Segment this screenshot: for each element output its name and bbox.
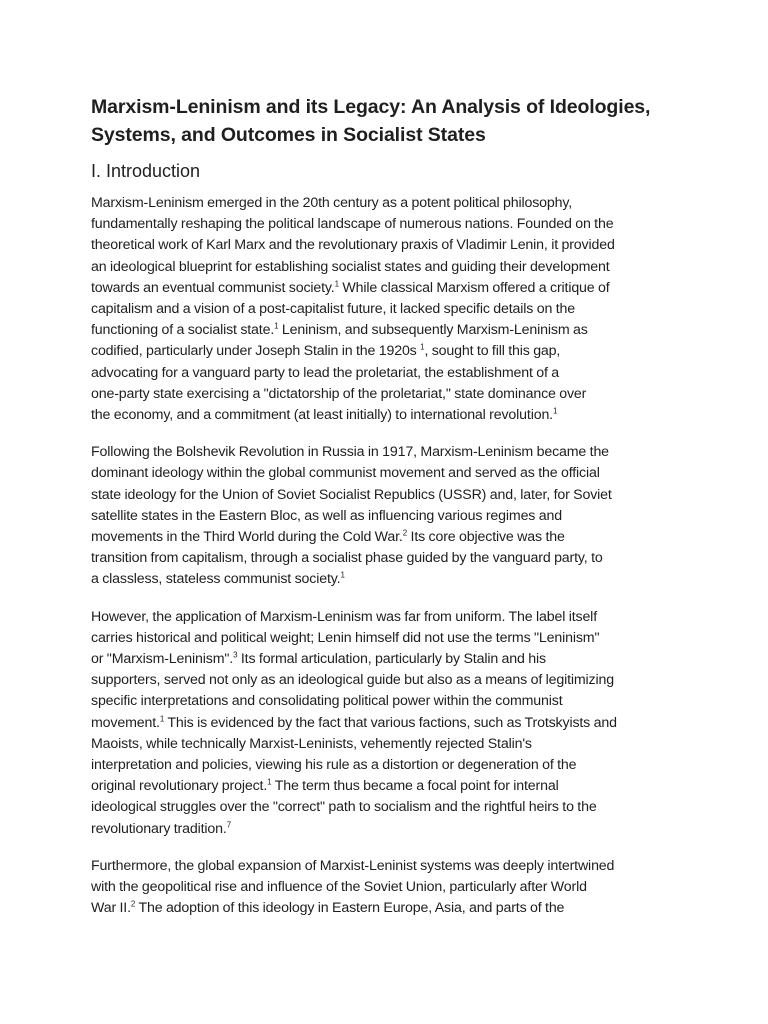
- footnote-ref[interactable]: 1: [159, 713, 165, 723]
- text-segment: with the geopolitical rise and influence of the Soviet Union, particularly after World: [91, 879, 587, 896]
- text-line: [91, 856, 691, 877]
- section-heading-introduction: I. Introduction: [91, 161, 201, 181]
- text-line: [91, 691, 691, 712]
- text-segment: dominant ideology within the global communist movement and served as the official: [91, 465, 600, 482]
- document-page: [91, 93, 691, 936]
- text-segment: movement.: [91, 714, 160, 731]
- paragraph-4: [91, 856, 691, 920]
- text-segment: Furthermore, the global expansion of Marxist-Leninist systems was deeply intertwined: [91, 857, 615, 874]
- text-segment: The term thus became a focal point for internal: [271, 778, 559, 795]
- text-line: [91, 819, 691, 840]
- document-title: [91, 93, 691, 149]
- text-segment: The adoption of this ideology in Eastern Europe, Asia, and parts of the: [135, 900, 565, 917]
- text-line: [91, 628, 691, 649]
- text-line: [91, 797, 691, 818]
- text-line: [91, 734, 691, 755]
- footnote-ref[interactable]: 3: [233, 650, 238, 660]
- text-line: [91, 405, 691, 426]
- paragraph-3: [91, 607, 691, 840]
- text-segment: This is evidenced by the fact that various factions, such as Trotskyists and: [164, 714, 617, 731]
- text-line: [91, 713, 691, 734]
- document-title-line-2: Systems, and Outcomes in Socialist States: [91, 124, 486, 146]
- text-line: [91, 607, 691, 628]
- text-line: [91, 898, 691, 919]
- text-segment: an ideological blueprint for establishing socialist states and guiding their development: [91, 258, 610, 275]
- text-line: [91, 442, 691, 463]
- text-line: [91, 257, 691, 278]
- text-segment: Marxism-Leninism emerged in the 20th century as a potent political philosophy,: [91, 195, 573, 211]
- text-segment: movements in the Third World during the Cold War.: [91, 529, 403, 546]
- text-segment: fundamentally reshaping the political landscape of numerous nations. Founded on the: [91, 216, 614, 233]
- text-segment: However, the application of Marxism-Leninism was far from uniform. The label itself: [91, 608, 597, 625]
- text-segment: specific interpretations and consolidating political power within the communist: [91, 693, 563, 710]
- footnote-ref[interactable]: 1: [274, 321, 279, 331]
- text-line: [91, 649, 691, 670]
- text-line: [91, 363, 691, 384]
- text-line: [91, 485, 691, 506]
- text-line: [91, 670, 691, 691]
- footnote-ref[interactable]: 1: [334, 279, 339, 289]
- text-segment: a classless, stateless communist society.: [91, 571, 341, 588]
- text-line: [91, 548, 691, 569]
- text-line: [91, 877, 691, 898]
- text-segment: Leninism, and subsequently Marxism-Leninism as: [278, 322, 588, 339]
- text-segment: or "Marxism-Leninism".: [91, 651, 234, 668]
- text-segment: advocating for a vanguard party to lead the proletariat, the establishment of a: [91, 364, 560, 381]
- text-segment: satellite states in the Eastern Bloc, as well as influencing various regimes and: [91, 507, 562, 524]
- text-line: [91, 776, 691, 797]
- footnote-ref[interactable]: 1: [340, 570, 345, 580]
- text-segment: ideological struggles over the "correct" path to socialism and the rightful heirs to the: [91, 799, 597, 816]
- text-line: [91, 527, 691, 548]
- text-segment: While classical Marxism offered a critique of: [338, 279, 610, 296]
- text-line: [91, 193, 691, 214]
- text-line: [91, 320, 691, 341]
- text-segment: transition from capitalism, through a socialist phase guided by the vanguard party, to: [91, 550, 603, 567]
- body-text: [91, 193, 691, 920]
- text-segment: Its formal articulation, particularly by Stalin and his: [237, 651, 546, 668]
- text-segment: the economy, and a commitment (at least initially) to international revolution.: [91, 407, 553, 424]
- text-segment: towards an eventual communist society.: [91, 279, 335, 296]
- text-segment: Maoists, while technically Marxist-Leninists, vehemently rejected Stalin's: [91, 735, 532, 752]
- text-line: [91, 341, 691, 362]
- text-segment: state ideology for the Union of Soviet Socialist Republics (USSR) and, later, for Soviet: [91, 486, 612, 503]
- text-line: [91, 755, 691, 776]
- text-line: [91, 214, 691, 235]
- text-segment: original revolutionary project.: [91, 778, 268, 795]
- text-line: [91, 299, 691, 320]
- footnote-ref[interactable]: 7: [226, 819, 231, 829]
- text-line: [91, 506, 691, 527]
- text-line: [91, 235, 691, 256]
- text-segment: , sought to fill this gap,: [424, 343, 561, 360]
- text-segment: Its core objective was the: [407, 529, 565, 546]
- text-segment: carries historical and political weight; Lenin himself did not use the terms "Leninism": [91, 629, 600, 646]
- text-segment: supporters, served not only as an ideological guide but also as a means of legitimizing: [91, 672, 614, 689]
- footnote-ref[interactable]: 1: [420, 342, 425, 352]
- text-segment: functioning of a socialist state.: [91, 322, 275, 339]
- text-line: [91, 278, 691, 299]
- footnote-ref[interactable]: 1: [267, 777, 272, 787]
- paragraph-1: [91, 193, 691, 426]
- text-segment: codified, particularly under Joseph Stalin in the 1920s: [91, 343, 421, 360]
- footnote-ref[interactable]: 2: [402, 528, 408, 538]
- text-segment: interpretation and policies, viewing his rule as a distortion or degeneration of the: [91, 757, 577, 774]
- document-title-line-1: Marxism-Leninism and its Legacy: An Analysis of Ideologies,: [91, 96, 651, 118]
- text-line: [91, 569, 691, 590]
- text-segment: capitalism and a vision of a post-capitalist future, it lacked specific details on the: [91, 301, 575, 318]
- text-segment: revolutionary tradition.: [91, 820, 227, 837]
- text-segment: one-party state exercising a "dictatorship of the proletariat," state dominance over: [91, 385, 587, 402]
- footnote-ref[interactable]: 2: [130, 899, 136, 909]
- text-line: [91, 384, 691, 405]
- text-line: [91, 463, 691, 484]
- paragraph-2: [91, 442, 691, 590]
- footnote-ref[interactable]: 1: [552, 406, 558, 416]
- text-segment: Following the Bolshevik Revolution in Russia in 1917, Marxism-Leninism became the: [91, 444, 609, 461]
- text-segment: theoretical work of Karl Marx and the revolutionary praxis of Vladimir Lenin, it provided: [91, 237, 615, 254]
- text-segment: War II.: [91, 900, 131, 917]
